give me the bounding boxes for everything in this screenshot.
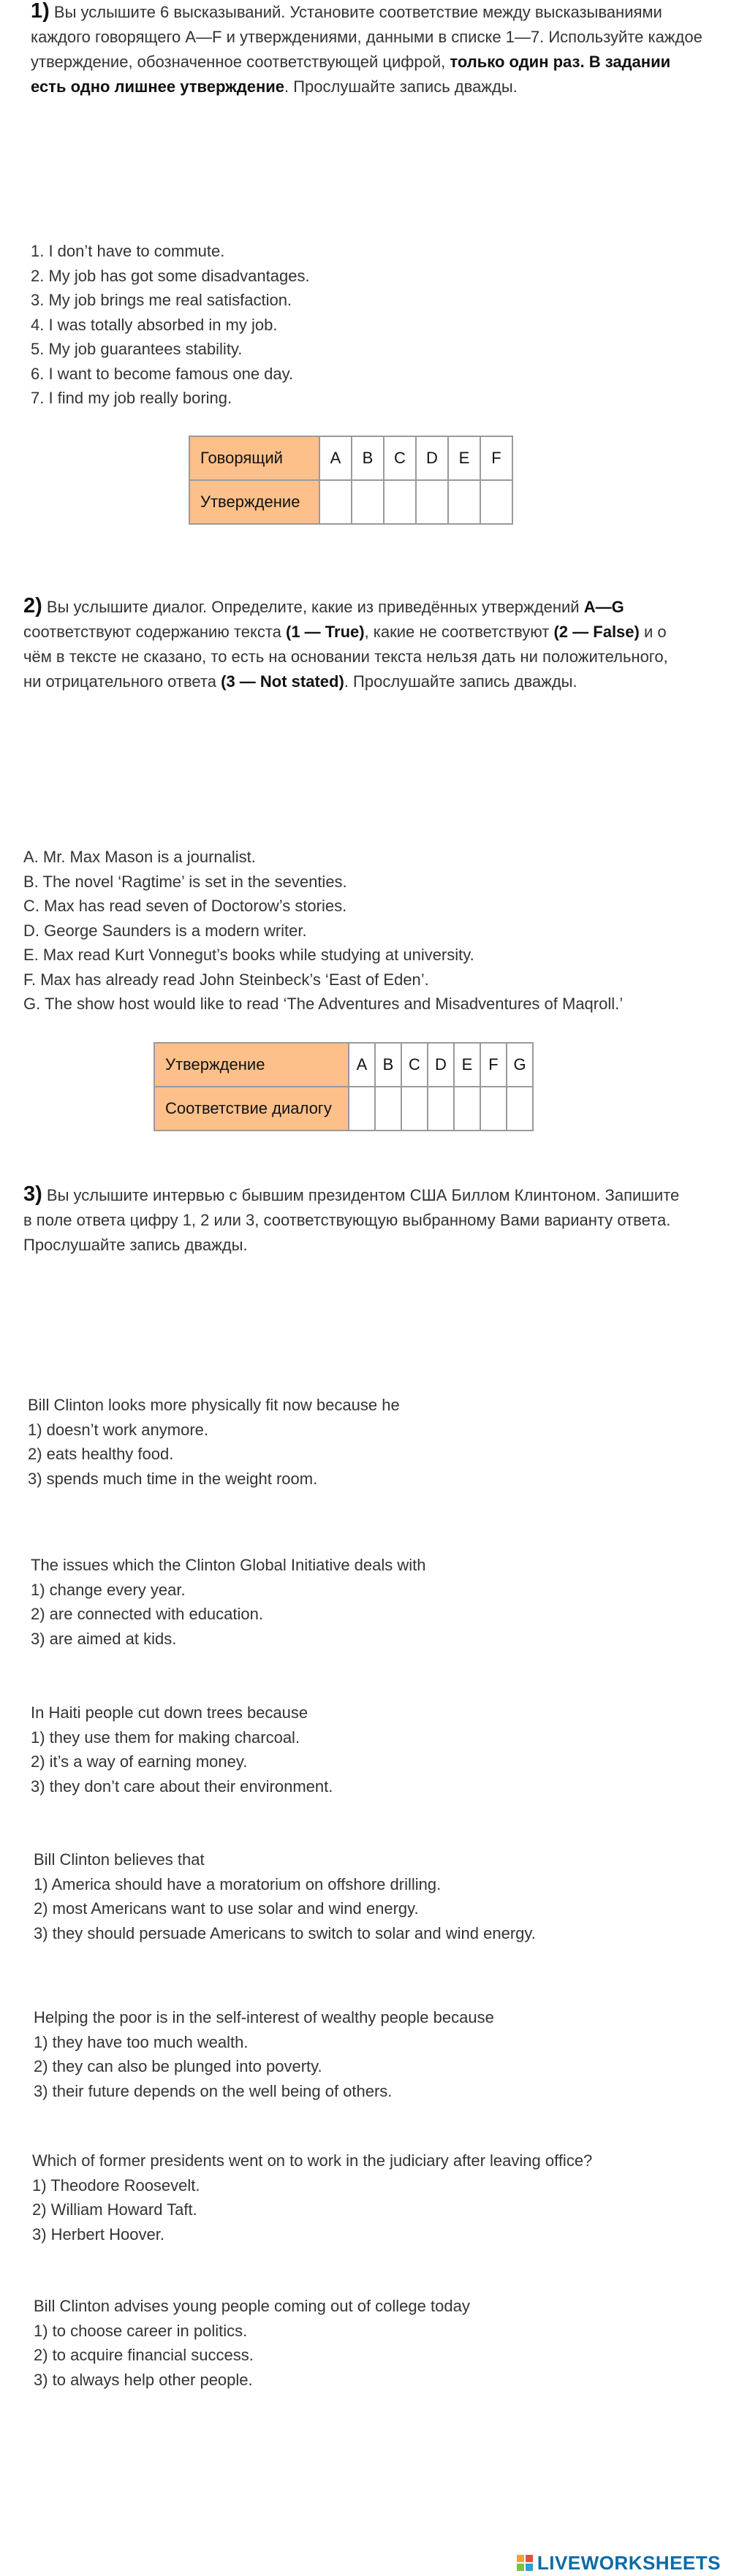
answer-option: 2) William Howard Taft. [32, 2200, 197, 2219]
exercise-1-instructions: 1) Вы услышите 6 высказываний. Установите соответствие между высказываниями каждого говорящего A—F и утверждениями, данными в списке 1—7. Используйте каждое утверждение, обозначенное соответствующей цифрой, только один раз. В задании есть одно лишнее утверждение. Прослушайте запись дважды. [31, 0, 702, 96]
list-item: 6. I want to become famous one day. [31, 364, 294, 383]
table-header-speaker: Говорящий [189, 436, 319, 480]
question-stem: Bill Clinton believes that [34, 1850, 205, 1869]
answer-cell[interactable] [401, 1087, 428, 1131]
answer-option: 1) they use them for making charcoal. [31, 1728, 300, 1747]
exercise-2-number: 2) [23, 594, 42, 618]
exercise-1-answer-table [189, 436, 513, 525]
question-stem: The issues which the Clinton Global Initiative deals with [31, 1556, 426, 1574]
answer-option: 3) to always help other people. [34, 2370, 253, 2389]
exercise-2-statements [23, 845, 623, 1017]
question-1 [28, 1393, 400, 1491]
logo-mark-icon [517, 2555, 534, 2572]
answer-option: 3) they don’t care about their environment. [31, 1777, 333, 1796]
answer-option: 1) doesn’t work anymore. [28, 1420, 208, 1439]
table-header-dialogue-match: Соответствие диалогу [154, 1087, 349, 1131]
answer-option: 3) their future depends on the well being of others. [34, 2081, 393, 2100]
answer-cell[interactable] [384, 480, 416, 524]
table-letter: B [352, 436, 384, 480]
exercise-3-number: 3) [23, 1182, 42, 1206]
table-letter: D [416, 436, 448, 480]
answer-cell[interactable] [448, 480, 480, 524]
table-letter: F [480, 436, 512, 480]
logo-text: LIVEWORKSHEETS [537, 2552, 721, 2574]
answer-cell[interactable] [352, 480, 384, 524]
answer-option: 3) Herbert Hoover. [32, 2224, 164, 2243]
answer-option: 2) they can also be plunged into poverty. [34, 2057, 322, 2075]
answer-option: 2) most Americans want to use solar and wind energy. [34, 1899, 419, 1918]
list-item: 7. I find my job really boring. [31, 389, 232, 407]
table-letter: E [448, 436, 480, 480]
answer-option: 1) they have too much wealth. [34, 2032, 249, 2051]
list-item: A. Mr. Max Mason is a journalist. [23, 848, 256, 866]
question-stem: Bill Clinton advises young people coming out of college today [34, 2297, 470, 2315]
answer-cell[interactable] [480, 1087, 507, 1131]
question-stem: Bill Clinton looks more physically fit now because he [28, 1396, 400, 1414]
list-item: B. The novel ‘Ragtime’ is set in the seventies. [23, 872, 347, 891]
answer-cell[interactable] [416, 480, 448, 524]
question-3 [31, 1701, 333, 1798]
question-2 [31, 1553, 426, 1651]
answer-option: 3) spends much time in the weight room. [28, 1469, 318, 1488]
list-item: 5. My job guarantees stability. [31, 340, 243, 358]
answer-option: 1) America should have a moratorium on offshore drilling. [34, 1874, 442, 1893]
exercise-3-instructions: 3) Вы услышите интервью с бывшим президентом США Биллом Клинтоном. Запишите в поле ответа цифру 1, 2 или 3, соответствующую выбранному Вами варианту ответа. Прослушайте запись дважды. [23, 1182, 680, 1254]
question-stem: In Haiti people cut down trees because [31, 1703, 308, 1722]
table-letter: F [480, 1043, 507, 1087]
list-item: 3. My job brings me real satisfaction. [31, 291, 292, 309]
list-item: F. Max has already read John Steinbeck’s ‘East of Eden’. [23, 970, 429, 989]
question-6 [32, 2148, 592, 2246]
answer-option: 2) it’s a way of earning money. [31, 1752, 248, 1771]
answer-option: 3) are aimed at kids. [31, 1629, 177, 1648]
exercise-2-answer-table [154, 1042, 534, 1131]
list-item: D. George Saunders is a modern writer. [23, 921, 307, 940]
table-header-statement: Утверждение [189, 480, 319, 524]
exercise-1-number: 1) [31, 0, 50, 23]
question-4 [34, 1847, 536, 1945]
answer-cell[interactable] [480, 480, 512, 524]
answer-cell[interactable] [375, 1087, 401, 1131]
answer-option: 1) change every year. [31, 1580, 186, 1599]
exercise-2-instructions: 2) Вы услышите диалог. Определите, какие из приведённых утверждений A—G соответствуют содержанию текста (1 — True), какие не соответствуют (2 — False) и о чём в тексте не сказано, то есть на основании текста нельзя дать ни положительного, ни отрицательного ответа (3 — Not stated). Прослушайте запись дважды. [23, 594, 668, 691]
answer-option: 2) to acquire financial success. [34, 2346, 254, 2364]
question-5 [34, 2005, 494, 2103]
table-header-statement: Утверждение [154, 1043, 349, 1087]
answer-cell[interactable] [319, 480, 352, 524]
table-letter: C [384, 436, 416, 480]
answer-option: 2) are connected with education. [31, 1605, 263, 1623]
answer-cell[interactable] [507, 1087, 533, 1131]
list-item: 1. I don’t have to commute. [31, 242, 225, 260]
question-stem: Which of former presidents went on to work in the judiciary after leaving office? [32, 2151, 593, 2170]
list-item: C. Max has read seven of Doctorow’s stories. [23, 897, 347, 915]
answer-option: 1) Theodore Roosevelt. [32, 2176, 200, 2195]
liveworksheets-logo [517, 2552, 721, 2575]
table-letter: C [401, 1043, 428, 1087]
table-letter: B [375, 1043, 401, 1087]
answer-option: 3) they should persuade Americans to switch to solar and wind energy. [34, 1923, 536, 1942]
table-letter: A [349, 1043, 375, 1087]
list-item: 4. I was totally absorbed in my job. [31, 315, 278, 334]
question-7 [34, 2294, 470, 2392]
list-item: E. Max read Kurt Vonnegut’s books while studying at university. [23, 946, 474, 964]
table-letter: G [507, 1043, 533, 1087]
answer-option: 1) to choose career in politics. [34, 2321, 248, 2340]
list-item: G. The show host would like to read ‘The Adventures and Misadventures of Maqroll.’ [23, 995, 624, 1013]
answer-cell[interactable] [349, 1087, 375, 1131]
answer-option: 2) eats healthy food. [28, 1445, 174, 1463]
table-letter: E [454, 1043, 480, 1087]
answer-cell[interactable] [428, 1087, 454, 1131]
table-letter: D [428, 1043, 454, 1087]
table-letter: A [319, 436, 352, 480]
question-stem: Helping the poor is in the self-interest of wealthy people because [34, 2008, 494, 2026]
list-item: 2. My job has got some disadvantages. [31, 266, 310, 285]
answer-cell[interactable] [454, 1087, 480, 1131]
exercise-1-statements [31, 239, 310, 411]
